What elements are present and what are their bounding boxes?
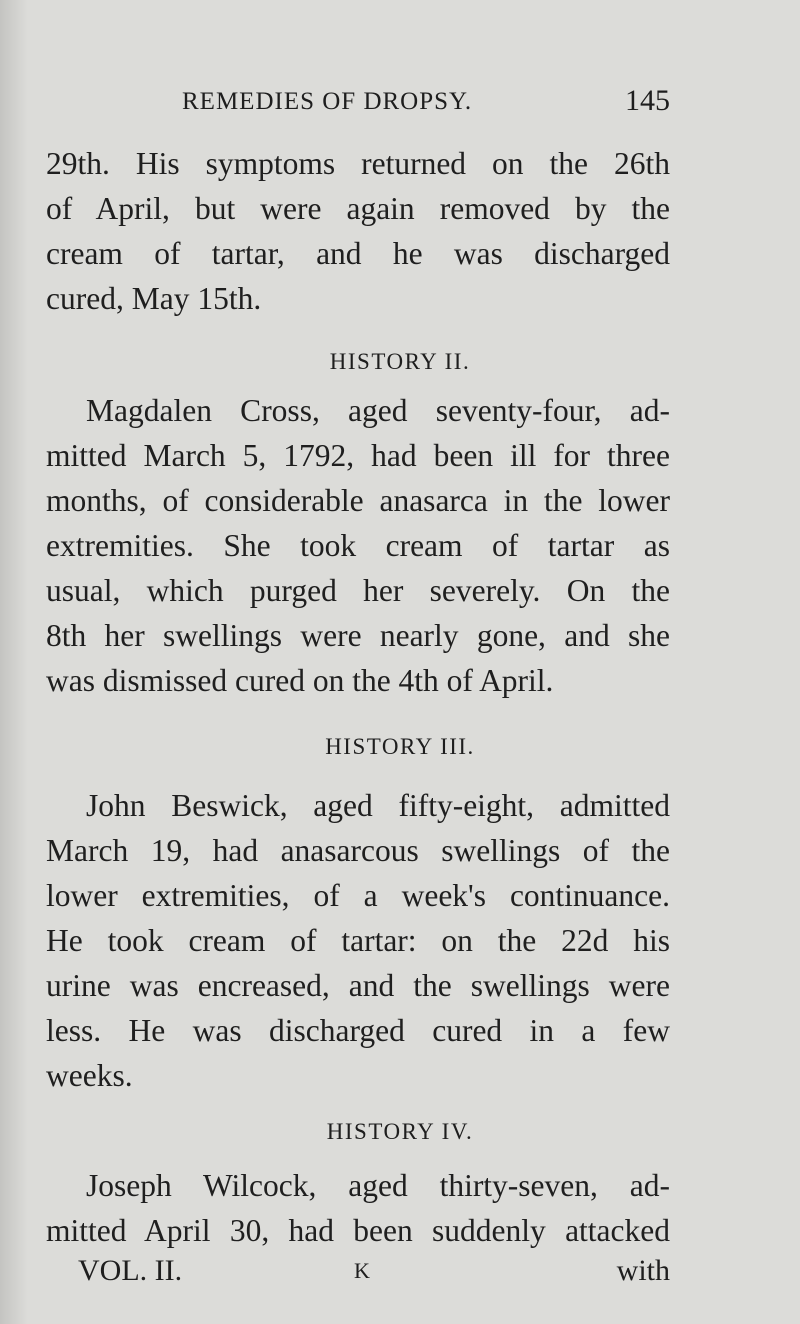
text-line: 8th her swellings were nearly gone, and she [46, 618, 670, 653]
text-line: of April, but were again removed by the [46, 191, 670, 226]
text-line: John Beswick, aged fifty-eight, admitted [86, 788, 670, 823]
history-ii-paragraph [46, 388, 670, 703]
history-iv-paragraph [46, 1163, 670, 1253]
signature-mark: K [354, 1258, 370, 1283]
text-line: cream of tartar, and he was discharged [46, 236, 670, 271]
text-line: 29th. His symptoms returned on the 26th [46, 146, 670, 181]
text-line: months, of considerable anasarca in the lower [46, 483, 670, 518]
text-line: Joseph Wilcock, aged thirty-seven, ad- [86, 1168, 670, 1203]
text-line: weeks. [46, 1058, 133, 1093]
continuation-paragraph [46, 141, 670, 321]
page-header [182, 84, 670, 122]
text-line: He took cream of tartar: on the 22d his [46, 923, 670, 958]
text-line: March 19, had anasarcous swellings of the [46, 833, 670, 868]
catchword: with [616, 1254, 670, 1287]
history-heading: HISTORY IV. [326, 1119, 474, 1144]
text-line: urine was encreased, and the swellings were [46, 968, 670, 1003]
history-heading: HISTORY III. [325, 734, 475, 759]
text-line: was dismissed cured on the 4th of April. [46, 663, 554, 698]
text-line: extremities. She took cream of tartar as [46, 528, 670, 563]
text-line: mitted April 30, had been suddenly attacked [46, 1213, 670, 1248]
page-footer [78, 1254, 670, 1294]
text-line: usual, which purged her severely. On the [46, 573, 670, 608]
text-line: mitted March 5, 1792, had been ill for three [46, 438, 670, 473]
history-heading: HISTORY II. [329, 349, 471, 374]
text-line: Magdalen Cross, aged seventy-four, ad- [86, 393, 670, 428]
page-number: 145 [625, 84, 670, 117]
running-title: REMEDIES OF DROPSY. [182, 88, 473, 115]
history-iii-paragraph [46, 783, 670, 1098]
text-line: cured, May 15th. [46, 281, 262, 316]
text-line: less. He was discharged cured in a few [46, 1013, 670, 1048]
volume-label: VOL. II. [78, 1254, 183, 1287]
text-line: lower extremities, of a week's continuance. [46, 878, 670, 913]
